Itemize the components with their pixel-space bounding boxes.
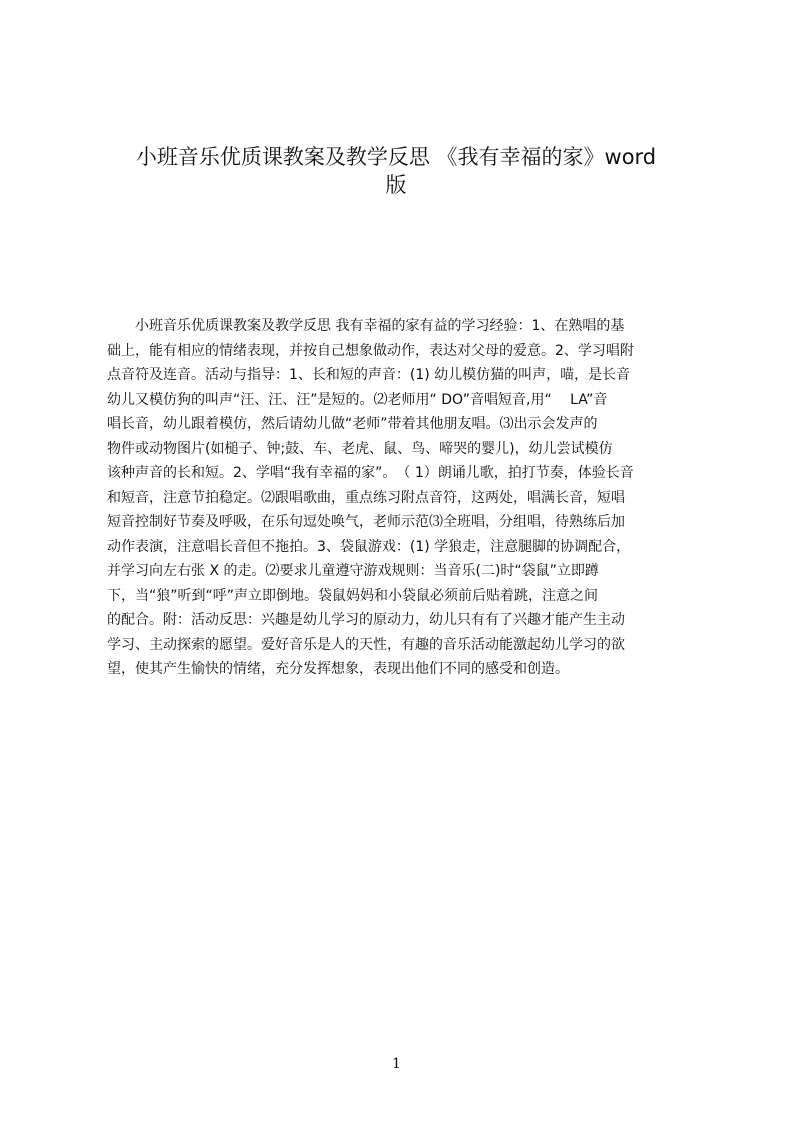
body-line: 小班音乐优质课教案及教学反思 我有幸福的家有益的学习经验：1、在熟唱的基 <box>107 318 625 334</box>
body-line: 的配合。附：活动反思：兴趣是幼儿学习的原动力，幼儿只有有了兴趣才能产生主动 <box>107 612 625 628</box>
body-line: 物件或动物图片(如槌子、钟;鼓、车、老虎、鼠、鸟、啼哭的婴儿)，幼儿尝试模仿 <box>107 440 613 457</box>
title-line: 小班音乐优质课教案及教学反思 《我有幸福的家》word <box>135 145 657 169</box>
body-line: 望，使其产生愉快的情绪，充分发挥想象，表现出他们不同的感受和创造。 <box>107 661 569 677</box>
document-title <box>96 143 696 199</box>
page-number: 1 <box>392 1056 401 1072</box>
body-paragraph <box>107 314 697 724</box>
title-line: 版 <box>385 173 407 197</box>
body-line: 点音符及连音。活动与指导：1、长和短的声音：(1) 幼儿模仿猫的叫声，喵，是长音 <box>107 367 631 383</box>
body-line: 唱长音，幼儿跟着模仿，然后请幼儿做“老师”带着其他朋友唱。⑶出示会发声的 <box>107 416 598 432</box>
body-line: 动作表演，注意唱长音但不拖拍。3、袋鼠游戏：(1) 学狼走，注意腿脚的协调配合， <box>107 538 631 555</box>
body-line: 下，当“狼”听到“呼”声立即倒地。袋鼠妈妈和小袋鼠必须前后贴着跳，注意之间 <box>107 587 599 604</box>
body-line: 学习、主动探索的愿望。爱好音乐是人的天性，有趣的音乐活动能激起幼儿学习的欲 <box>107 636 625 653</box>
body-line: 短音控制好节奏及呼吸，在乐句逗处唤气，老师示范⑶全班唱，分组唱，待熟练后加 <box>107 514 625 530</box>
body-line: 和短音，注意节拍稳定。⑵跟唱歌曲，重点练习附点音符，这两处，唱满长音，短唱 <box>107 489 625 506</box>
body-line: 该种声音的长和短。2、学唱“我有幸福的家”。 （ 1）朗诵儿歌，拍打节奏，体验长音 <box>107 465 634 481</box>
body-line: 础上，能有相应的情绪表现，并按自己想象做动作，表达对父母的爱意。2、学习唱附 <box>107 342 634 359</box>
body-line: 幼儿又模仿狗的叫声“汪、汪、汪”是短的。⑵老师用“ DO”音唱短音,用“ LA”音 <box>107 391 608 408</box>
body-line: 并学习向左右张 X 的走。⑵要求儿童遵守游戏规则：当音乐(二)时“袋鼠”立即蹲 <box>107 563 599 579</box>
